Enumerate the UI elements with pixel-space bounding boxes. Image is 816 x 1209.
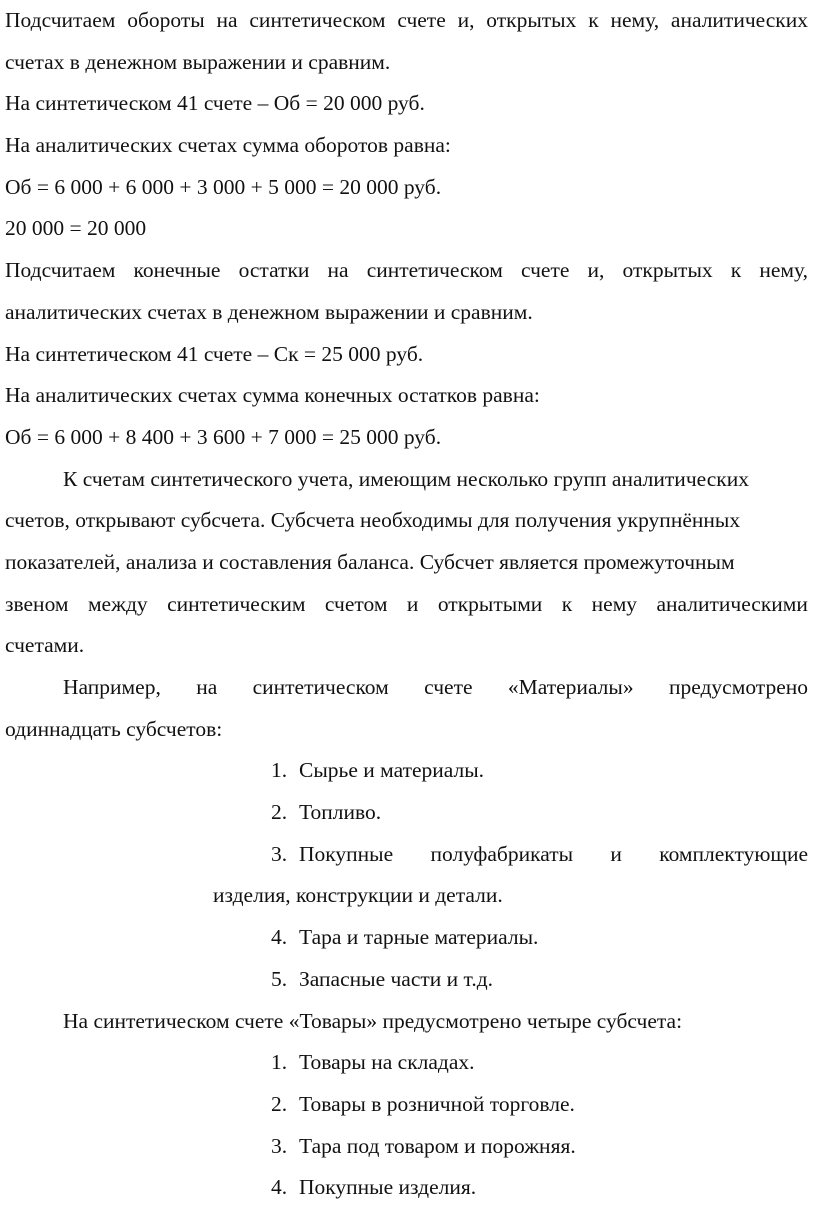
analytic-turnover-intro: На аналитических счетах сумма оборотов равна: — [5, 133, 451, 158]
list-item — [5, 834, 808, 876]
list-number: 2. — [271, 1091, 288, 1116]
list-item — [5, 1084, 808, 1126]
word: счете — [397, 8, 446, 32]
list-text: Топливо. — [299, 800, 382, 825]
paragraph-turnover-line-2: счетах в денежном выражении и сравним. — [5, 49, 391, 74]
list-text: Сырье и материалы. — [299, 758, 485, 783]
subaccounts-paragraph-line-4 — [5, 584, 808, 626]
word: синтетическим — [167, 591, 306, 616]
analytic-balance-intro: На аналитических счетах сумма конечных остатков равна: — [5, 383, 540, 408]
word: нему — [591, 591, 638, 616]
turnover-comparison: 20 000 = 20 000 — [5, 216, 147, 241]
analytic-turnover-formula: Об = 6 000 + 6 000 + 3 000 + 5 000 = 20 000 руб. — [5, 174, 442, 199]
word: счете — [520, 258, 570, 283]
list-number: 1. — [271, 1050, 288, 1075]
word: нему, — [759, 258, 808, 283]
list-number: 5. — [271, 966, 288, 991]
word: Подсчитаем — [5, 258, 116, 283]
list-item — [5, 750, 808, 792]
list-item — [5, 1126, 808, 1168]
materials-intro-line-1 — [5, 667, 808, 709]
word: аналитических — [670, 8, 808, 32]
word: к — [588, 8, 599, 32]
list-text: Покупные изделия. — [299, 1175, 477, 1200]
word: нему, — [610, 8, 660, 32]
paragraph-balance-line-2: аналитических счетах в денежном выражении и сравним. — [5, 299, 533, 324]
materials-intro-line-2: одиннадцать субсчетов: — [5, 716, 223, 741]
subaccounts-paragraph-line-2: счетов, открывают субсчета. Субсчета необходимы для получения укрупнённых — [5, 508, 741, 533]
word: и, — [587, 258, 605, 283]
list-number: 2. — [271, 800, 288, 825]
subaccounts-paragraph-line-1: К счетам синтетического учета, имеющим несколько групп аналитических — [63, 466, 749, 491]
word: полуфабрикаты — [430, 841, 574, 866]
word: аналитическими — [656, 591, 808, 616]
list-item — [5, 792, 808, 834]
subaccounts-paragraph-line-3: показателей, анализа и составления баланса. Субсчет является промежуточным — [5, 549, 735, 574]
list-item-continuation: изделия, конструкции и детали. — [213, 883, 503, 908]
word: «Материалы» — [507, 675, 634, 699]
word: на — [216, 8, 238, 32]
word: комплектующие — [659, 841, 808, 866]
word: счетом — [324, 591, 388, 616]
list-item — [5, 1167, 808, 1209]
list-text — [299, 834, 808, 876]
list-number: 3. — [271, 1133, 288, 1158]
word: синтетическом — [252, 675, 389, 699]
word: и, — [457, 8, 475, 32]
list-item — [5, 917, 808, 959]
word: открытых — [486, 8, 577, 32]
word: звеном — [5, 591, 69, 616]
list-item — [5, 1042, 808, 1084]
word: и — [406, 591, 419, 616]
word: предусмотрено — [668, 675, 808, 699]
list-text: Тара и тарные материалы. — [299, 925, 539, 950]
word: открытыми — [437, 591, 543, 616]
list-number: 1. — [271, 758, 288, 783]
synthetic-balance: На синтетическом 41 счете – Ск = 25 000 руб. — [5, 341, 424, 366]
word: между — [87, 591, 148, 616]
word: синтетическом — [249, 8, 386, 32]
list-text: Тара под товаром и порожняя. — [299, 1133, 576, 1158]
word: к — [561, 591, 573, 616]
word: на — [327, 258, 349, 283]
analytic-balance-formula: Об = 6 000 + 8 400 + 3 600 + 7 000 = 25 000 руб. — [5, 424, 442, 449]
list-number: 4. — [271, 925, 288, 950]
synthetic-turnover: На синтетическом 41 счете – Об = 20 000 руб. — [5, 91, 425, 116]
list-text: Товары в розничной торговле. — [299, 1091, 575, 1116]
word: Подсчитаем — [5, 8, 116, 32]
list-text: Запасные части и т.д. — [299, 966, 494, 991]
word: Покупные — [299, 841, 394, 866]
word: на — [196, 675, 218, 699]
word: к — [730, 258, 742, 283]
goods-intro: На синтетическом счете «Товары» предусмотрено четыре субсчета: — [63, 1008, 683, 1033]
list-number: 3. — [271, 841, 288, 866]
word: и — [610, 841, 622, 866]
paragraph-turnover-line-1 — [5, 0, 808, 42]
word: Например, — [63, 675, 161, 699]
word: синтетическом — [366, 258, 503, 283]
paragraph-balance-line-1 — [5, 250, 808, 292]
subaccounts-paragraph-line-5: счетами. — [5, 633, 85, 658]
word: обороты — [127, 8, 205, 32]
word: счете — [424, 675, 473, 699]
word: открытых — [622, 258, 713, 283]
list-text: Товары на складах. — [299, 1050, 475, 1075]
word: остатки — [238, 258, 310, 283]
list-number: 4. — [271, 1175, 288, 1200]
word: конечные — [133, 258, 221, 283]
list-item — [5, 959, 808, 1001]
